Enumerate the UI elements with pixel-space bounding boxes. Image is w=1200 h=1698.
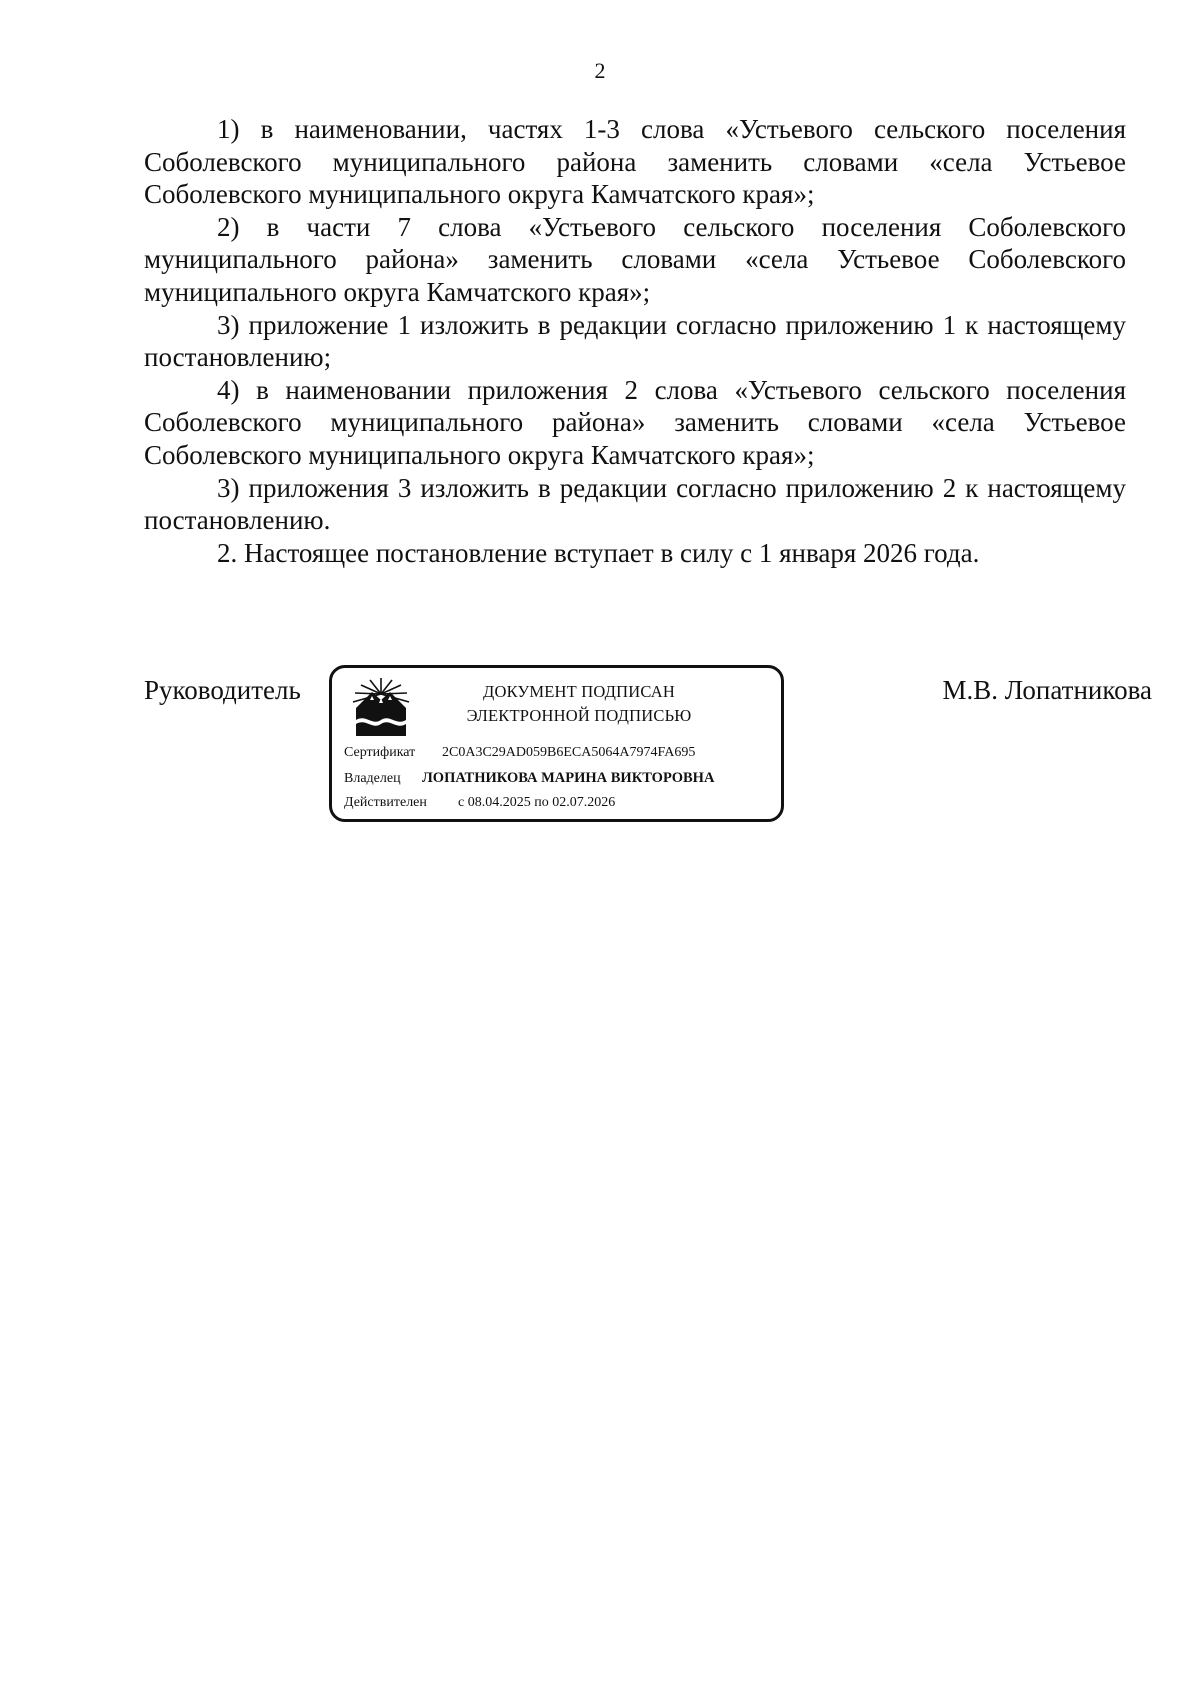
- electronic-signature-stamp: [329, 665, 784, 822]
- owner-field: [344, 770, 714, 787]
- certificate-field: [344, 745, 695, 761]
- certificate-label: Сертификат: [344, 745, 416, 760]
- paragraph: 3) приложение 1 изложить в редакции согласно приложению 1 к настоящему постановлению;: [144, 309, 1126, 373]
- validity-value: с 08.04.2025 по 02.07.2026: [458, 795, 616, 810]
- signer-position: Руководитель: [144, 675, 301, 705]
- validity-label: Действителен: [344, 795, 427, 810]
- page-number: 2: [594, 58, 606, 83]
- signature-block: [144, 665, 1152, 830]
- validity-field: [344, 795, 615, 811]
- owner-value: ЛОПАТНИКОВА МАРИНА ВИКТОРОВНА: [422, 770, 715, 786]
- paragraph: 1) в наименовании, частях 1-3 слова «Устьевого сельского поселения Соболевского муниципального района заменить словами «села Устьевое Соболевского муниципального округа Камчатского края»;: [144, 114, 1126, 210]
- paragraph: 2) в части 7 слова «Устьевого сельского поселения Соболевского муниципального района» заменить словами «села Устьевое Соболевского муниципального округа Камчатского края»;: [144, 211, 1126, 307]
- certificate-value: 2C0A3C29AD059B6ECA5064A7974FA695: [442, 745, 696, 760]
- paragraph: 3) приложения 3 изложить в редакции согласно приложению 2 к настоящему постановлению.: [144, 472, 1126, 536]
- owner-label: Владелец: [344, 771, 401, 786]
- stamp-title-line: ЭЛЕКТРОННОЙ ПОДПИСЬЮ: [466, 706, 692, 725]
- signer-name: М.В. Лопатникова: [942, 675, 1152, 705]
- stamp-title: [414, 680, 744, 728]
- kamchatka-emblem-icon: [348, 674, 414, 740]
- paragraph: 4) в наименовании приложения 2 слова «Устьевого сельского поселения Соболевского муниципального района» заменить словами «села Устьевое Соболевского муниципального округа Камчатского края»;: [144, 374, 1126, 470]
- stamp-title-line: ДОКУМЕНТ ПОДПИСАН: [483, 682, 675, 701]
- paragraph: 2. Настоящее постановление вступает в силу с 1 января 2026 года.: [217, 537, 980, 568]
- document-body: [144, 113, 1126, 569]
